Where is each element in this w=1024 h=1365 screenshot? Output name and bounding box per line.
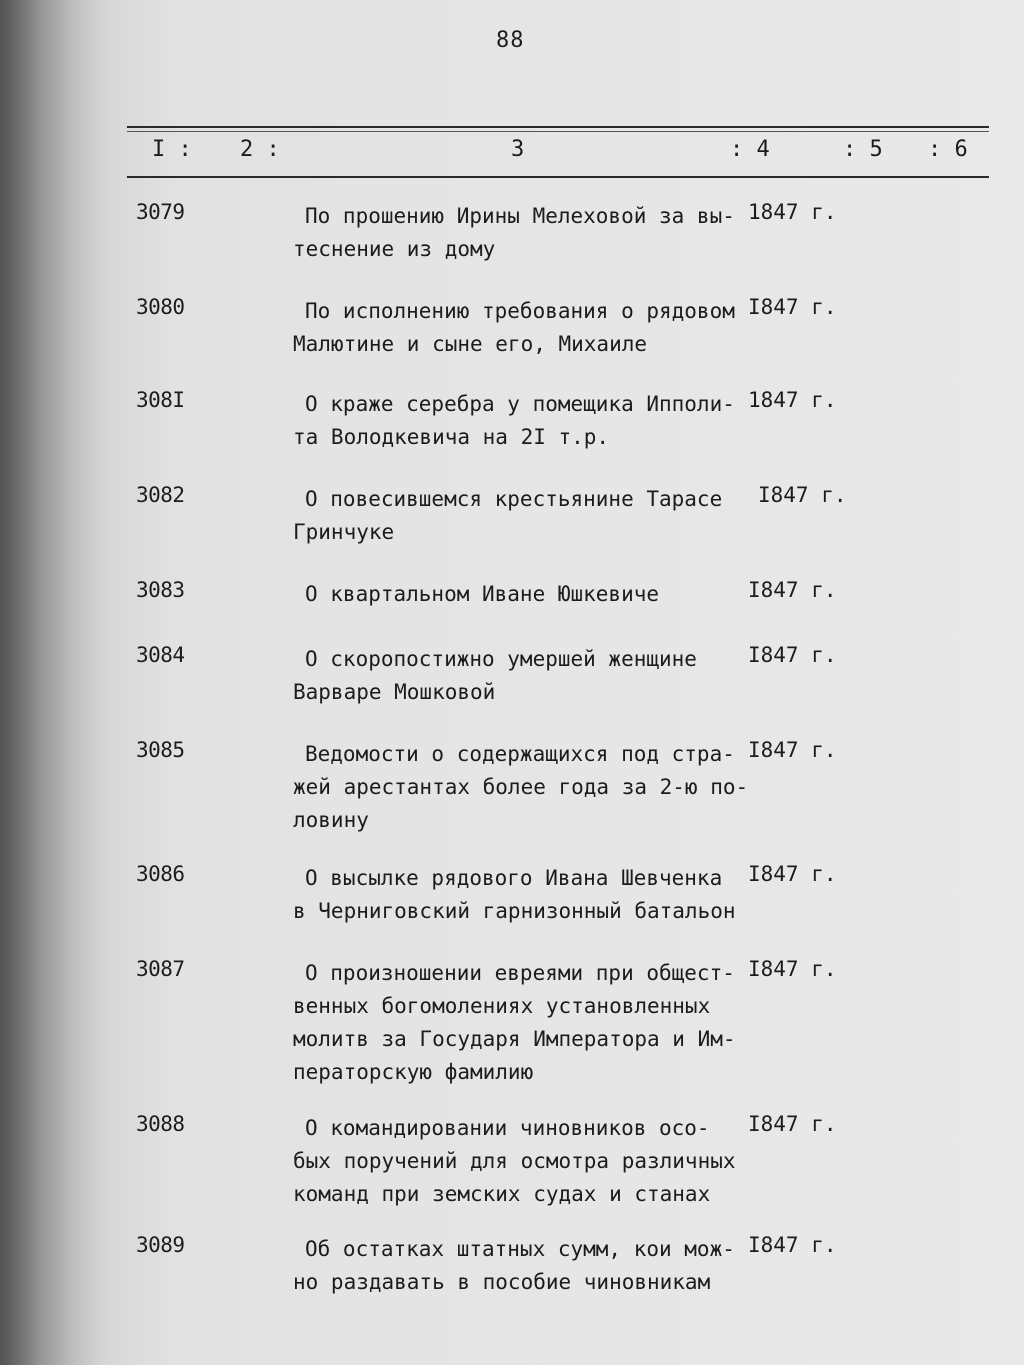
record-description bbox=[293, 388, 753, 454]
record-year: I847 г. bbox=[748, 578, 837, 602]
record-description-line: команд при земских судах и станах bbox=[293, 1182, 711, 1206]
record-number: 3080 bbox=[136, 295, 185, 319]
record-description bbox=[293, 1112, 753, 1211]
header-top-rule bbox=[127, 126, 989, 128]
record-description-line: Об остатках штатных сумм, кои мож- bbox=[305, 1237, 735, 1261]
record-description bbox=[293, 738, 753, 837]
header-col-3: 3 bbox=[511, 137, 525, 162]
record-year: I847 г. bbox=[748, 643, 837, 667]
record-description-line: По прошению Ирины Мелеховой за вы- bbox=[305, 204, 735, 228]
record-year: I847 г. bbox=[748, 738, 837, 762]
binding-shadow bbox=[0, 0, 95, 1365]
record-description bbox=[293, 295, 753, 361]
header-col-6: : 6 bbox=[928, 137, 968, 162]
record-number: 3086 bbox=[136, 862, 185, 886]
record-description-line: О произношении евреями при общест- bbox=[305, 961, 735, 985]
header-col-1: I : bbox=[152, 137, 192, 162]
record-description-line: Малютине и сыне его, Михаиле bbox=[293, 332, 648, 356]
record-number: 3089 bbox=[136, 1233, 185, 1257]
record-description-line: Варваре Мошковой bbox=[293, 680, 496, 704]
record-year: I847 г. bbox=[748, 1112, 837, 1136]
record-description-line: бых поручений для осмотра различных bbox=[293, 1149, 736, 1173]
record-description-line: О краже серебра у помещика Ипполи- bbox=[305, 392, 735, 416]
header-top-rule-thin bbox=[127, 131, 989, 132]
record-description-line: в Черниговский гарнизонный батальон bbox=[293, 899, 736, 923]
record-year: 1847 г. bbox=[748, 388, 837, 412]
record-year: I847 г. bbox=[748, 957, 837, 981]
record-description-line: О командировании чиновников осо- bbox=[305, 1116, 710, 1140]
record-number: 3085 bbox=[136, 738, 185, 762]
record-number: 3079 bbox=[136, 200, 185, 224]
record-description-line: ловину bbox=[293, 808, 369, 832]
record-description-line: О высылке рядового Ивана Шевченка bbox=[305, 866, 723, 890]
record-number: 3084 bbox=[136, 643, 185, 667]
page-number: 88 bbox=[496, 28, 525, 53]
record-description-line: ператорскую фамилию bbox=[293, 1060, 534, 1084]
record-description bbox=[293, 483, 753, 549]
record-description bbox=[293, 200, 753, 266]
record-number: 308I bbox=[136, 388, 185, 412]
record-description-line: но раздавать в пособие чиновникам bbox=[293, 1270, 711, 1294]
header-bottom-rule bbox=[127, 176, 989, 178]
record-description bbox=[293, 957, 753, 1089]
header-col-5: : 5 bbox=[843, 137, 883, 162]
record-description bbox=[293, 643, 753, 709]
header-col-2: 2 : bbox=[240, 137, 280, 162]
record-description bbox=[293, 862, 753, 928]
record-description-line: О повесившемся крестьянине Тарасе bbox=[305, 487, 723, 511]
record-number: 3082 bbox=[136, 483, 185, 507]
record-description-line: молитв за Государя Императора и Им- bbox=[293, 1027, 736, 1051]
record-year: I847 г. bbox=[748, 862, 837, 886]
record-description-line: О скоропостижно умершей женщине bbox=[305, 647, 697, 671]
record-number: 3083 bbox=[136, 578, 185, 602]
record-description-line: Гринчуке bbox=[293, 520, 395, 544]
record-description-line: Ведомости о содержащихся под стра- bbox=[305, 742, 735, 766]
record-description-line: венных богомолениях установленных bbox=[293, 994, 711, 1018]
record-description-line: жей арестантах более года за 2-ю по- bbox=[293, 775, 749, 799]
record-description-line: та Володкевича на 2I т.р. bbox=[293, 425, 610, 449]
record-description-line: По исполнению требования о рядовом bbox=[305, 299, 735, 323]
record-description bbox=[293, 1233, 753, 1299]
record-year: I847 г. bbox=[758, 483, 847, 507]
record-description bbox=[293, 578, 753, 611]
record-number: 3088 bbox=[136, 1112, 185, 1136]
record-description-line: О квартальном Иване Юшкевиче bbox=[305, 582, 660, 606]
record-number: 3087 bbox=[136, 957, 185, 981]
record-year: 1847 г. bbox=[748, 200, 837, 224]
header-col-4: : 4 bbox=[730, 137, 770, 162]
record-year: I847 г. bbox=[748, 295, 837, 319]
record-description-line: теснение из дому bbox=[293, 237, 496, 261]
record-year: I847 г. bbox=[748, 1233, 837, 1257]
